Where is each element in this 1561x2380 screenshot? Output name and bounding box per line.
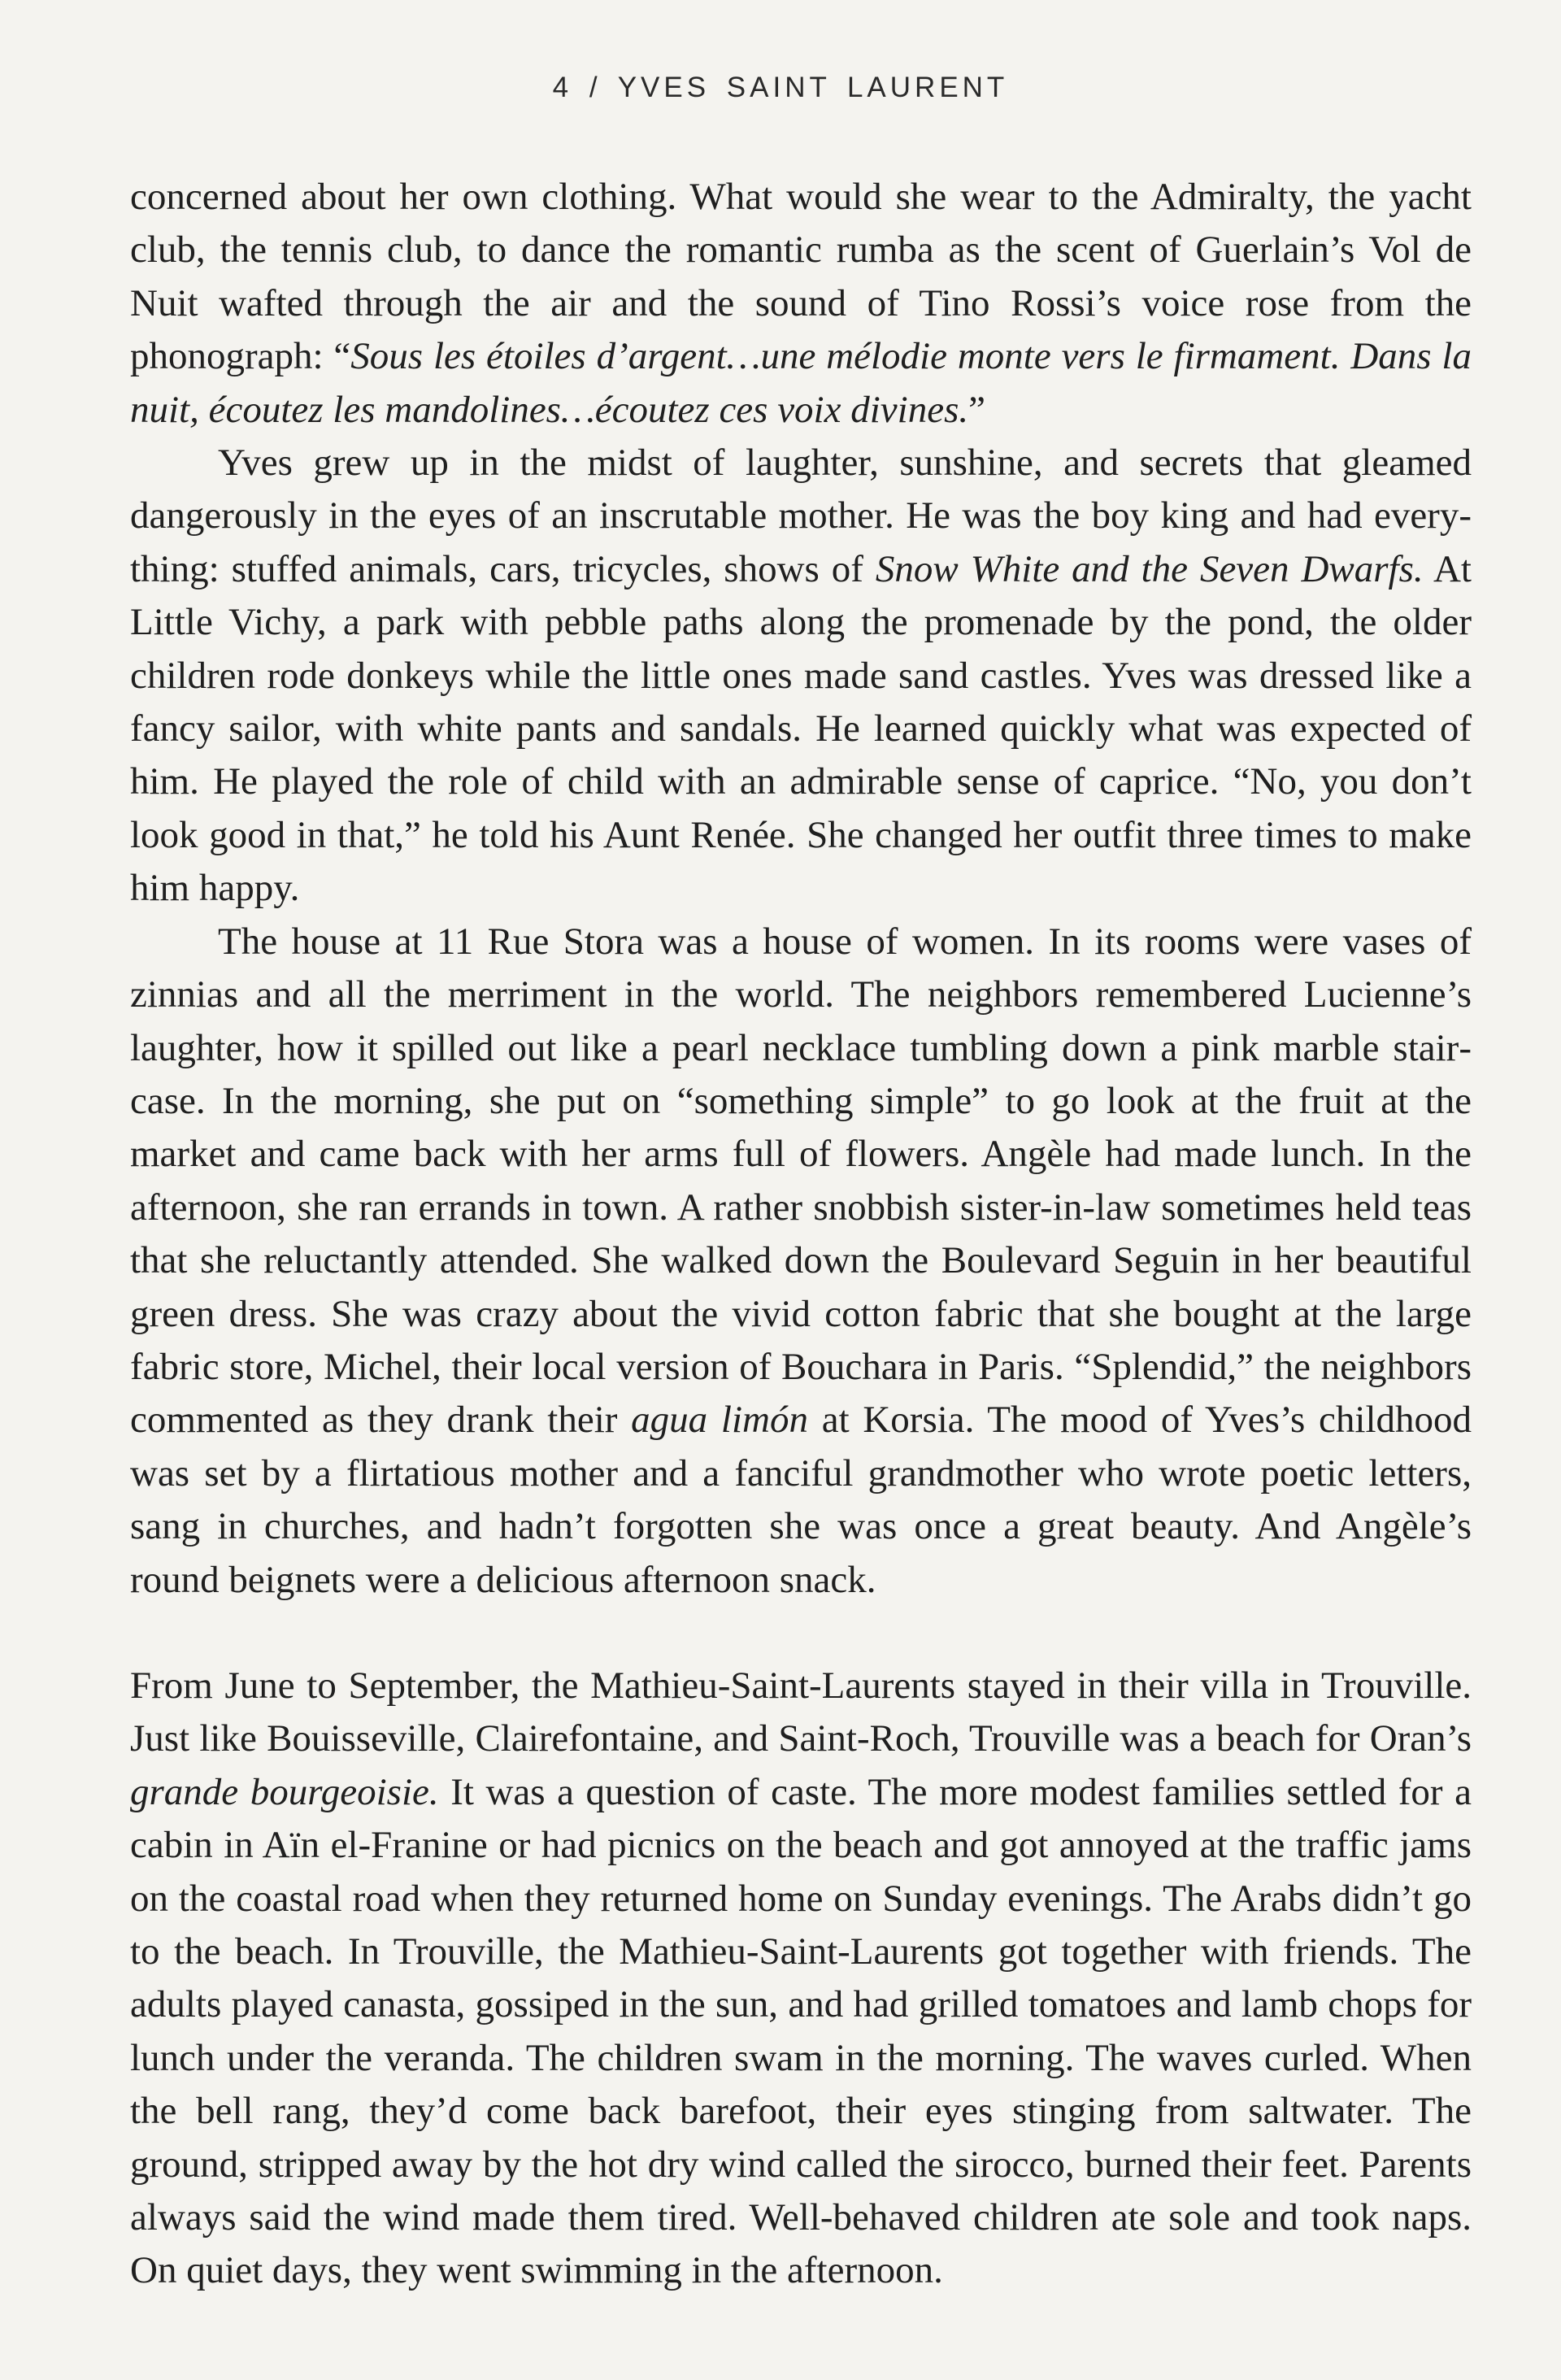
paragraph-2-text-b: At Little Vichy, a park with pebble paths along the promenade by the pond, the older children rode donkeys while the little ones made sand castles. Yves was dressed like a fancy sailor, with white pants and sandals. He learned quickly what was expected of him. He played the role of child with an admirable sense of caprice. “No, you don’t look good in that,” he told his Aunt Renée. She changed her outfit three times to make him happy. bbox=[130, 547, 1472, 910]
running-title: YVES SAINT LAURENT bbox=[617, 72, 1009, 103]
paragraph-3-text-a: The house at 11 Rue Stora was a house of women. In its rooms were vases of zinnias and all the merriment in the world. The neighbors remembered Lucienne’s laughter, how it spilled out like a pearl necklace tumbling down a pink marble staircase. In the morning, she put on “something simple” to go look at the fruit at the market and came back with her arms full of flowers. Angèle had made lunch. In the afternoon, she ran errands in town. A rather snobbish sister-in-law sometimes held teas that she reluctantly attended. She walked down the Boulevard Seguin in her beautiful green dress. She was crazy about the vivid cotton fabric that she bought at the large fabric store, Michel, their local version of Bouchara in Paris. “Splendid,” the neighbors commented as they drank their bbox=[130, 920, 1472, 1442]
paragraph-1 bbox=[130, 171, 1472, 437]
paragraph-2-film-title: Snow White and the Seven Dwarfs. bbox=[875, 547, 1424, 590]
paragraph-1-song-lyrics: Sous les étoiles d’argent…une mélodie monte vers le firmament. Dans la nuit, écoutez les mandolines…écoutez ces voix divines. bbox=[130, 335, 1472, 431]
paragraph-4 bbox=[130, 1660, 1472, 2298]
paragraph-4-phrase: grande bourgeoisie. bbox=[130, 1770, 439, 1813]
paragraph-2-text-a: Yves grew up in the midst of laughter, sunshine, and secrets that gleamed dangerously in the eyes of an inscrutable mother. He was the boy king and had everything: stuffed animals, cars, tricycles, shows of bbox=[130, 442, 1472, 590]
paragraph-1-text-a: concerned about her own clothing. What would she wear to the Admiralty, the yacht club, the tennis club, to dance the romantic rumba as the scent of Guerlain’s Vol de Nuit wafted through the air and the sound of Tino Rossi’s voice rose from the phonograph: “ bbox=[130, 176, 1472, 378]
body-text bbox=[130, 171, 1472, 2298]
header-separator: / bbox=[589, 72, 602, 103]
paragraph-3-drink-name: agua limón bbox=[631, 1399, 808, 1442]
paragraph-4-text-a: From June to September, the Mathieu-Saint-Laurents stayed in their villa in Trouville. Just like Bouisseville, Clairefontaine, and Saint-Roch, Trouville was a beach for Oran’s bbox=[130, 1664, 1472, 1760]
paragraph-4-text-b: It was a question of caste. The more modest families settled for a cabin in Aïn el-Franine or had picnics on the beach and got annoyed at the traffic jams on the coastal road when they returned home on Sunday evenings. The Arabs didn’t go to the beach. In Trouville, the Mathieu-Saint-Laurents got together with friends. The adults played canasta, gossiped in the sun, and had grilled tomatoes and lamb chops for lunch under the veranda. The children swam in the morning. The waves curled. When the bell rang, they’d come back barefoot, their eyes stinging from saltwater. The ground, stripped away by the hot dry wind called the sirocco, burned their feet. Parents always said the wind made them tired. Well-behaved children ate sole and took naps. On quiet days, they went swimming in the afternoon. bbox=[130, 1770, 1472, 2292]
running-head bbox=[0, 72, 1561, 104]
paragraph-2 bbox=[130, 437, 1472, 916]
paragraph-3-text-b: at Korsia. The mood of Yves’s childhood was set by a flirtatious mother and a fanciful grandmother who wrote poetic letters, sang in churches, and hadn’t forgotten she was once a great beauty. And Angèle’s round beignets were a delicious afternoon snack. bbox=[130, 1399, 1472, 1601]
paragraph-1-text-b: ” bbox=[968, 388, 985, 431]
paragraph-3 bbox=[130, 916, 1472, 1607]
page-number: 4 bbox=[552, 72, 573, 103]
